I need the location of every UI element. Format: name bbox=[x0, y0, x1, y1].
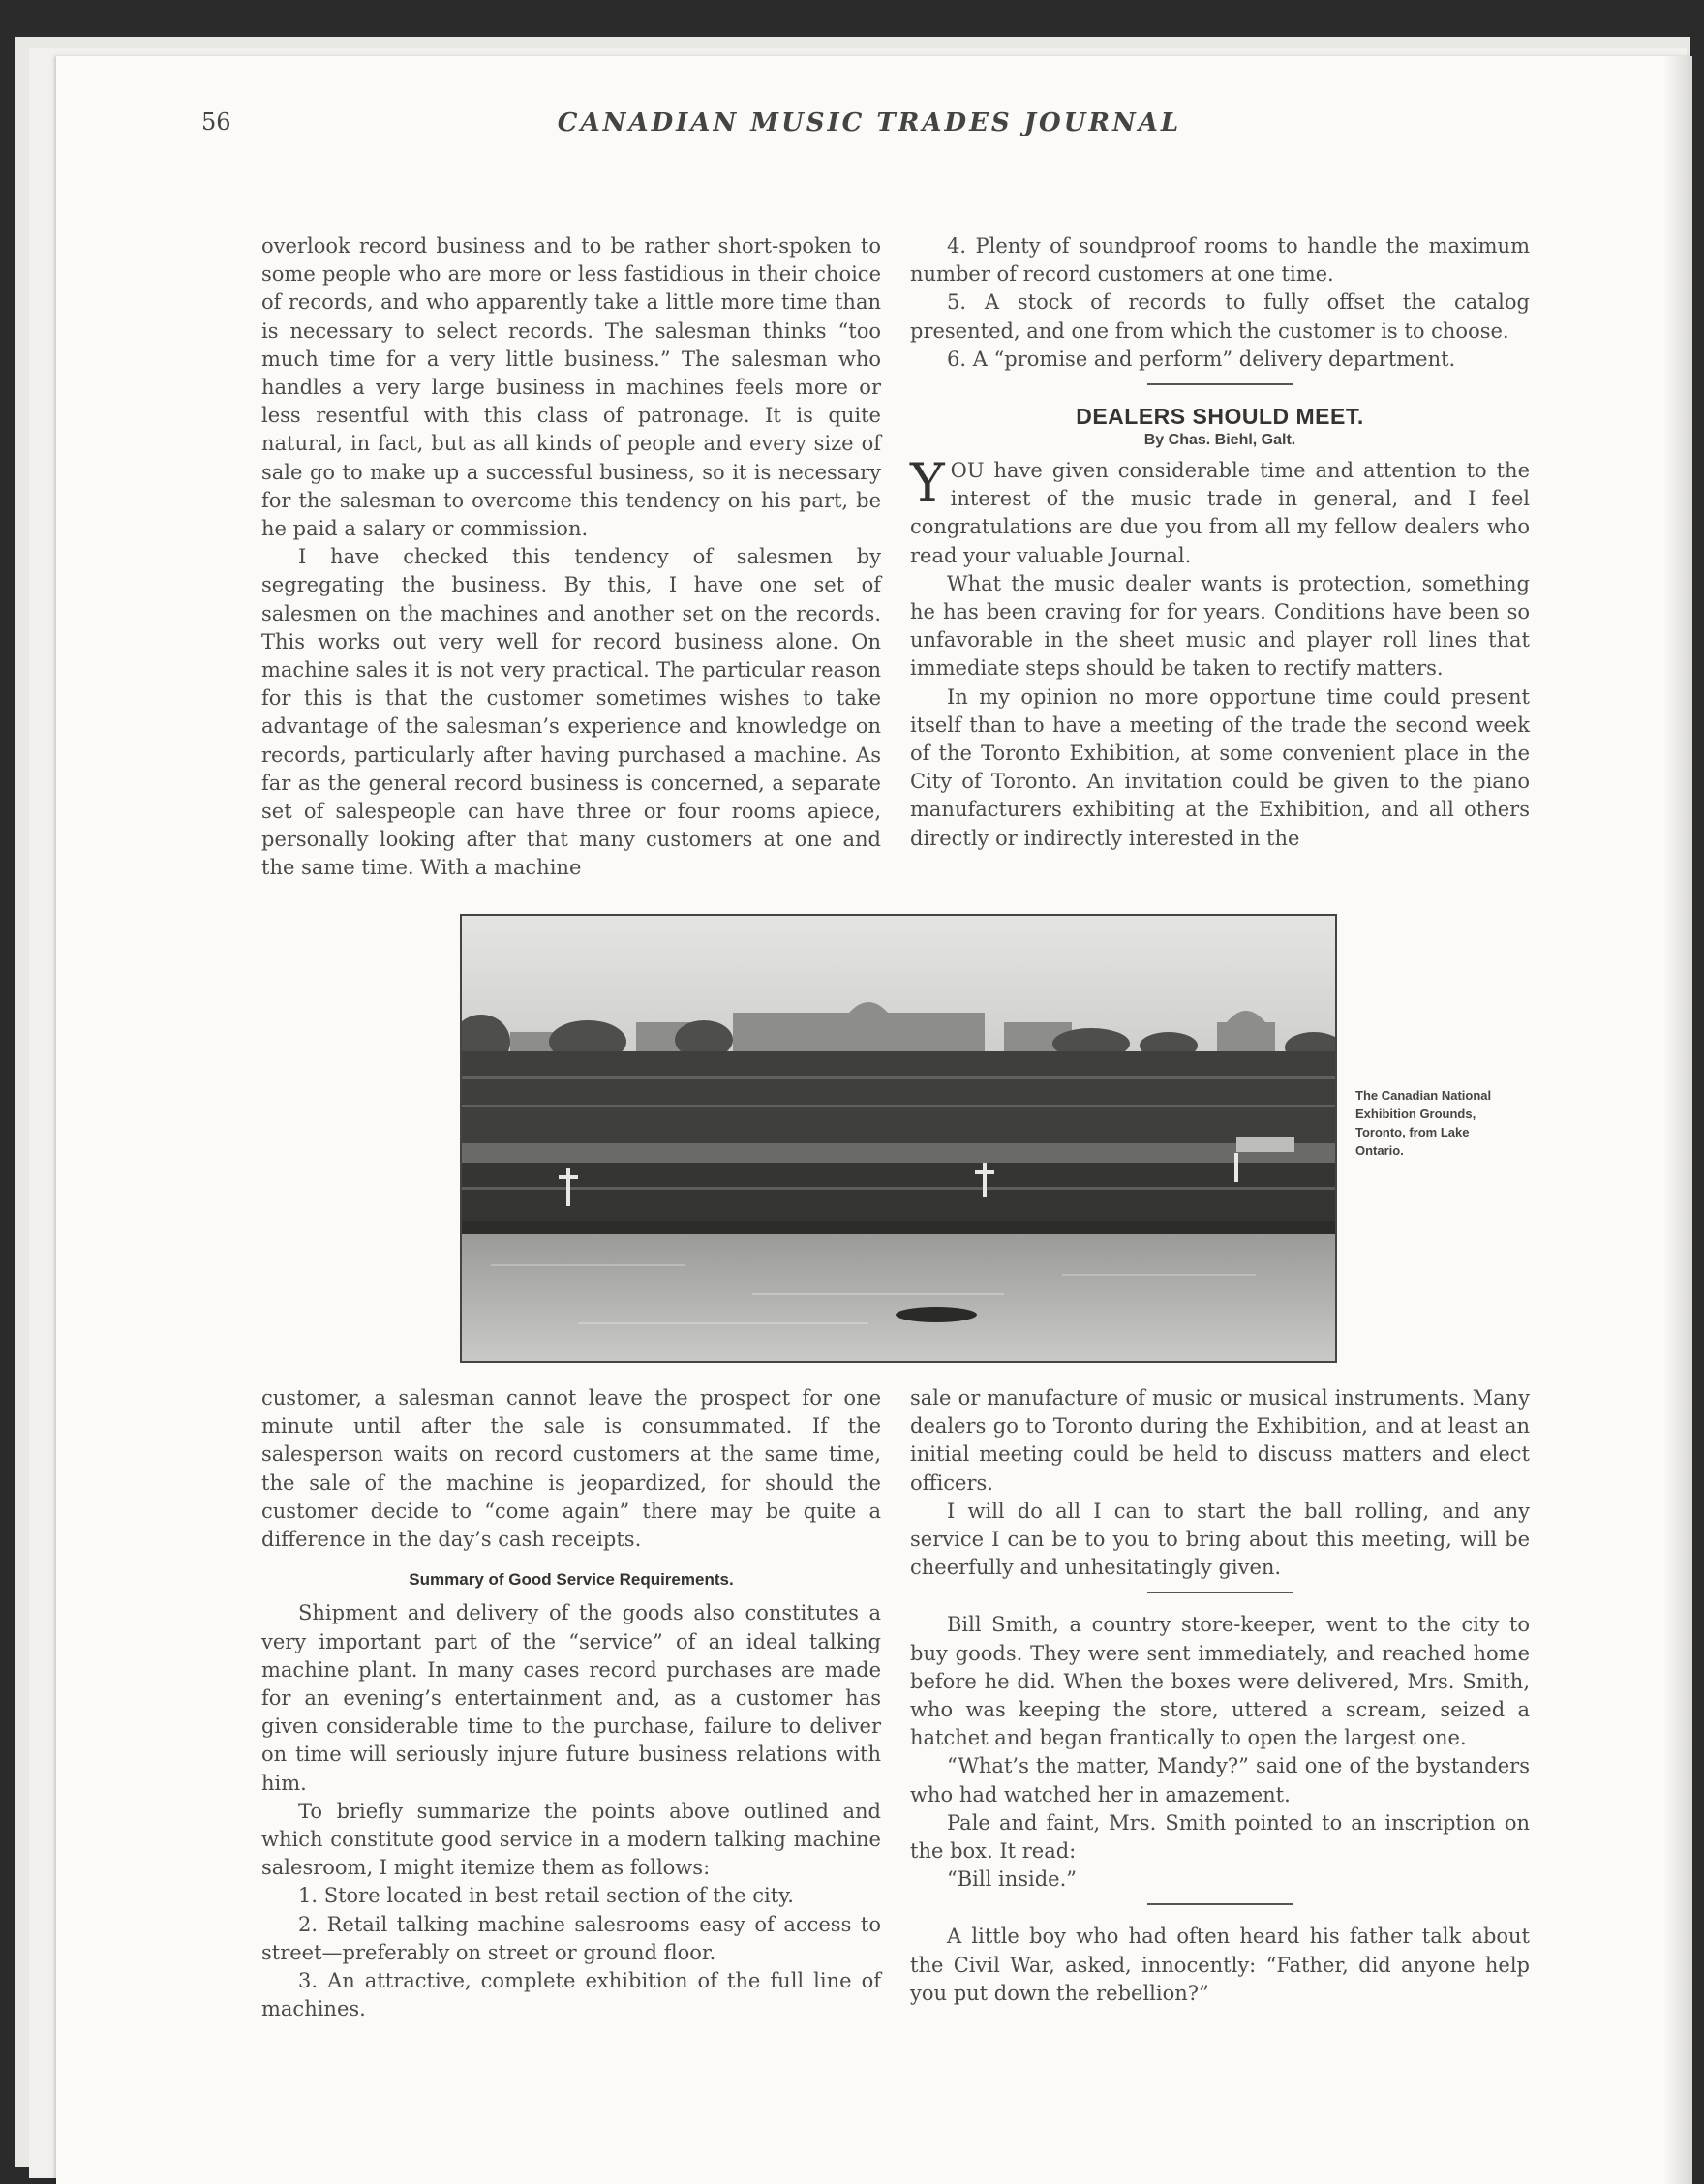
column-bottom-right bbox=[910, 1384, 1530, 2008]
paragraph: To briefly summarize the points above outlined and which constitute good service in a modern talking machine salesroom, I might itemize them as follows: bbox=[261, 1799, 881, 1880]
anecdote-paragraph: A little boy who had often heard his father talk about the Civil War, asked, innocently: “Father, did anyone help you put down the rebellion?” bbox=[910, 1925, 1530, 2005]
article-byline: By Chas. Biehl, Galt. bbox=[1143, 432, 1296, 449]
article-headline: DEALERS SHOULD MEET. bbox=[1076, 404, 1364, 430]
paragraph: Shipment and delivery of the goods also constitutes a very important part of the “service” of an ideal talking machine plant. In many cases record purchases are made for an evening’s entertainment and, as a customer has given considerable time to the purchase, failure to deliver on time will seriously injure future business relations with him. bbox=[261, 1601, 881, 1795]
paragraph: I will do all I can to start the ball rolling, and any service I can be to you to bring about this meeting, will be cheerfully and unhesitatingly given. bbox=[910, 1499, 1530, 1580]
divider bbox=[1147, 383, 1293, 385]
list-item: 5. A stock of records to fully offset the catalog presented, and one from which the customer is to choose. bbox=[910, 290, 1530, 343]
first-paragraph bbox=[910, 452, 1530, 570]
paragraph: overlook record business and to be rather short-spoken to some people who are more or less fastidious in their choice of records, and who apparently take a little more time than is necessary to select records. The salesman thinks “too much time for a very little business.” The salesman who handles a very large business in machines feels more or less resentful with this class of patronage. It is quite natural, in fact, but as all kinds of people and every size of sale go to make up a successful business, so it is necessary for the salesman to overcome this tendency on his part, be he paid a salary or commission. bbox=[261, 234, 881, 541]
anecdote-paragraph: Bill Smith, a country store-keeper, went to the city to buy goods. They were sent immediately, and reached home before he did. When the boxes were delivered, Mrs. Smith, who was keeping the store, uttered a scream, seized a hatchet and began frantically to open the largest one. bbox=[910, 1613, 1530, 1750]
paragraph: I have checked this tendency of salesmen by segregating the business. By this, I have one set of salesmen on the machines and another set on the records. This works out very well for record business alone. On machine sales it is not very practical. The particular reason for this is that the customer sometimes wishes to take advantage of the salesman’s experience and knowledge on records, particularly after having purchased a machine. As far as the general record business is concerned, a separate set of salespeople can have three or four rooms apiece, personally looking after that many customers at one and the same time. With a machine bbox=[261, 545, 881, 880]
divider bbox=[1147, 1903, 1293, 1905]
anecdote-paragraph: Pale and faint, Mrs. Smith pointed to an inscription on the box. It read: bbox=[910, 1810, 1530, 1864]
exhibition-photograph bbox=[460, 914, 1337, 1363]
drop-cap: Y bbox=[910, 452, 945, 514]
journal-title: CANADIAN MUSIC TRADES JOURNAL bbox=[557, 108, 1182, 137]
paragraph: In my opinion no more opportune time could present itself than to have a meeting of the trade the second week of the Toronto Exhibition, at some convenient place in the City of Toronto. An invitation could be given to the piano manufacturers exhibiting at the Exhibition, and all others directly or indirectly interested in the bbox=[910, 684, 1530, 850]
column-bottom-left bbox=[261, 1384, 881, 2023]
paragraph: What the music dealer wants is protection, something he has been craving for for years. Conditions have been so unfavorable in the sheet music and player roll lines that immediate steps should be taken to rectify matters. bbox=[910, 571, 1530, 681]
list-item: 2. Retail talking machine salesrooms easy of access to street—preferably on street or ground floor. bbox=[261, 1912, 881, 1964]
photo-illustration bbox=[462, 916, 1335, 1361]
page-curl-shadow bbox=[1663, 56, 1692, 2184]
photo-caption: The Canadian National Exhibition Grounds, Toronto, from Lake Ontario. bbox=[1355, 1088, 1492, 1158]
anecdote-paragraph: “What’s the matter, Mandy?” said one of the bystanders who had watched her in amazement. bbox=[910, 1754, 1530, 1806]
list-item: 1. Store located in best retail section of the city. bbox=[298, 1884, 794, 1908]
list-item: 6. A “promise and perform” delivery department. bbox=[947, 347, 1456, 371]
divider bbox=[1147, 1592, 1293, 1593]
anecdote-paragraph: “Bill inside.” bbox=[947, 1867, 1078, 1892]
list-item: 3. An attractive, complete exhibition of the full line of machines. bbox=[261, 1969, 881, 2021]
first-paragraph-text: OU have given considerable time and attention to the interest of the music trade in general, and I feel congratulations are due you from all my fellow dealers who read your valuable Journal. bbox=[910, 459, 1530, 567]
section-subheading: Summary of Good Service Requirements. bbox=[409, 1570, 734, 1590]
list-item: 4. Plenty of soundproof rooms to handle the maximum number of record customers at one time. bbox=[910, 234, 1530, 287]
page-header bbox=[201, 108, 1537, 147]
paragraph: customer, a salesman cannot leave the prospect for one minute until after the sale is consummated. If the salesperson waits on record customers at the same time, the sale of the machine is jeopardized, for should the customer decide to “come again” there may be quite a difference in the day’s cash receipts. bbox=[261, 1386, 881, 1552]
page-number: 56 bbox=[201, 108, 231, 136]
column-top-left bbox=[261, 232, 881, 883]
paragraph: sale or manufacture of music or musical instruments. Many dealers go to Toronto during the Exhibition, and at least an initial meeting could be held to discuss matters and elect officers. bbox=[910, 1386, 1530, 1495]
column-top-right bbox=[910, 232, 1530, 853]
